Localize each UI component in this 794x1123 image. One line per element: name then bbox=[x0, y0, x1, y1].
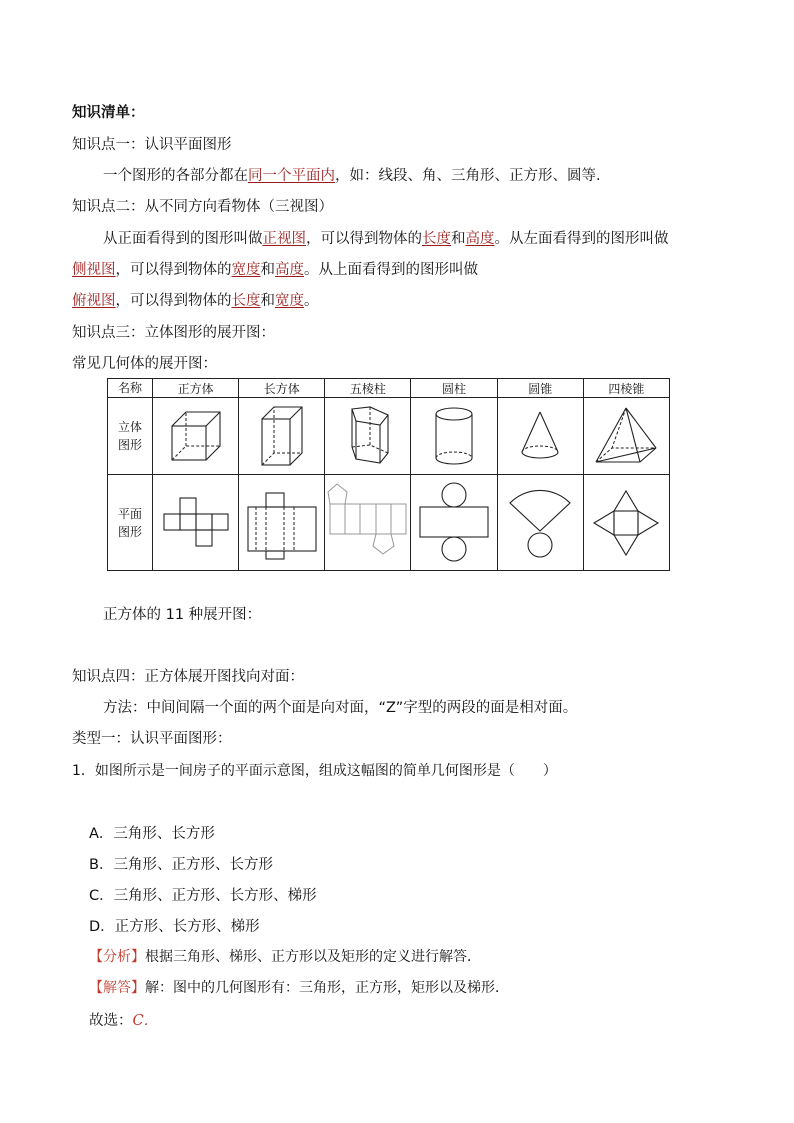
heading: 知识清单： bbox=[72, 105, 145, 121]
analysis-tag: 【分析】 bbox=[89, 949, 145, 965]
kp2-line2: 侧视图，可以得到物体的宽度和高度。从上面看得到的图形叫做 bbox=[72, 262, 478, 278]
cylinder-net bbox=[411, 475, 497, 571]
cube-solid bbox=[153, 398, 239, 475]
cone-net bbox=[497, 475, 583, 571]
header-pentagonal-prism: 五棱柱 bbox=[325, 379, 411, 398]
option-b: B．三角形、正方形、长方形 bbox=[89, 857, 273, 873]
cylinder-solid bbox=[411, 398, 497, 475]
pentagonal-prism-net bbox=[325, 475, 411, 571]
nets-table bbox=[107, 378, 670, 571]
kp2-line1: 从正面看得到的图形叫做正视图，可以得到物体的长度和高度。从左面看得到的图形叫做 bbox=[103, 231, 669, 247]
cuboid-net bbox=[239, 475, 325, 571]
header-cylinder: 圆柱 bbox=[411, 379, 497, 398]
pyramid-net bbox=[583, 475, 669, 571]
type1-title: 类型一：认识平面图形： bbox=[72, 731, 232, 747]
kp1-underline: 同一个平面内 bbox=[248, 168, 335, 184]
pentagonal-prism-solid bbox=[325, 398, 411, 475]
option-c: C．三角形、正方形、长方形、梯形 bbox=[89, 888, 317, 904]
header-cube: 正方体 bbox=[153, 379, 239, 398]
kp3-sub: 常见几何体的展开图： bbox=[72, 356, 217, 372]
option-d: D．正方形、长方形、梯形 bbox=[89, 919, 260, 935]
pyramid-solid bbox=[583, 398, 669, 475]
cube-net bbox=[153, 475, 239, 571]
kp4-title: 知识点四：正方体展开图找向对面： bbox=[72, 669, 304, 685]
solution: 【解答】解：图中的几何图形有：三角形，正方形，矩形以及梯形． bbox=[89, 980, 509, 996]
kp3-title: 知识点三：立体图形的展开图： bbox=[72, 325, 275, 341]
header-pyramid: 四棱锥 bbox=[583, 379, 669, 398]
kp2-title: 知识点二：从不同方向看物体（三视图） bbox=[72, 199, 333, 215]
analysis: 【分析】根据三角形、梯形、正方形以及矩形的定义进行解答． bbox=[89, 949, 481, 965]
cube-nets-caption: 正方体的 11 种展开图： bbox=[103, 607, 262, 623]
option-a: A．三角形、长方形 bbox=[89, 826, 215, 842]
cuboid-solid bbox=[239, 398, 325, 475]
header-name: 名称 bbox=[108, 379, 153, 398]
header-cone: 圆锥 bbox=[497, 379, 583, 398]
row1-label: 立体 图形 bbox=[108, 398, 153, 475]
row2-label: 平面 图形 bbox=[108, 475, 153, 571]
solution-tag: 【解答】 bbox=[89, 980, 145, 996]
cone-solid bbox=[497, 398, 583, 475]
kp1-text: 一个图形的各部分都在同一个平面内，如：线段、角、三角形、正方形、圆等. bbox=[103, 168, 601, 184]
answer-line: 故选：C． bbox=[89, 1013, 159, 1029]
kp1-title: 知识点一：认识平面图形 bbox=[72, 137, 232, 153]
question-stem: 1．如图所示是一间房子的平面示意图，组成这幅图的简单几何图形是（ ） bbox=[72, 763, 557, 779]
kp2-line3: 俯视图，可以得到物体的长度和宽度。 bbox=[72, 293, 319, 309]
answer-value: C bbox=[132, 1013, 144, 1029]
kp4-method: 方法：中间间隔一个面的两个面是向对面，“Z”字型的两段的面是相对面。 bbox=[103, 700, 578, 716]
header-cuboid: 长方体 bbox=[239, 379, 325, 398]
